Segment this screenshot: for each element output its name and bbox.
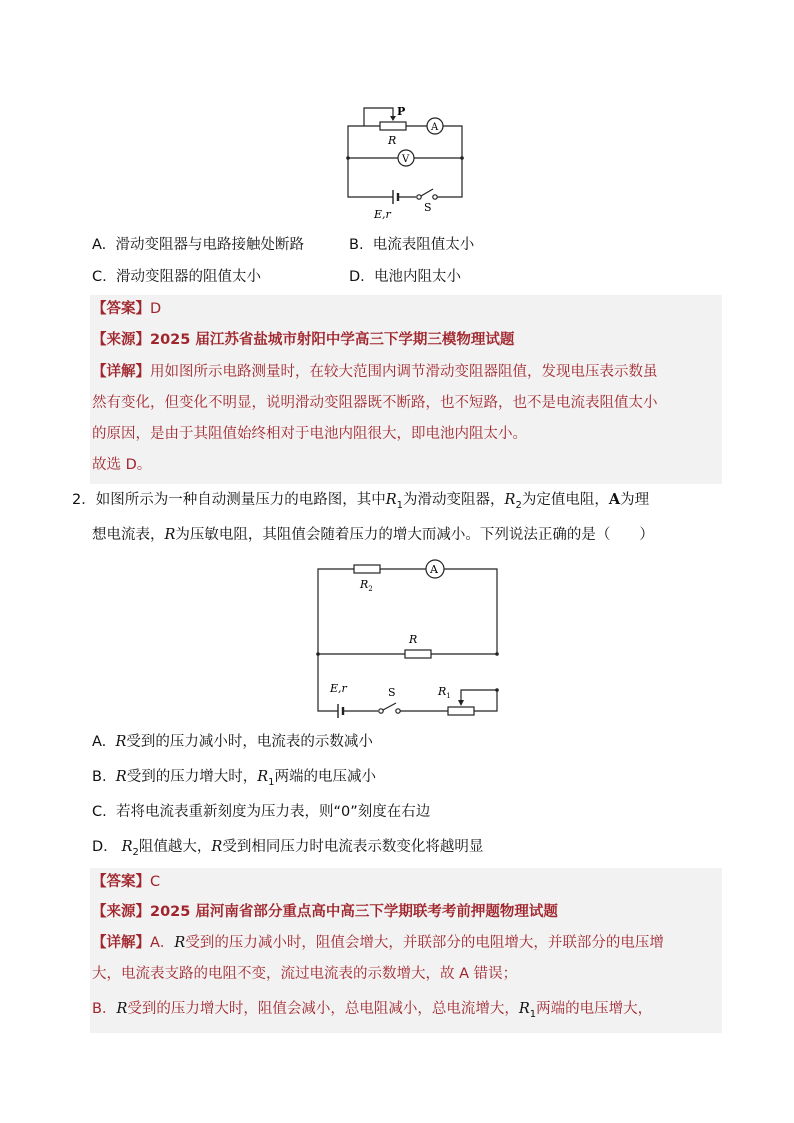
q1-detail-line-1: 【详解】用如图所示电路测量时，在较大范围内调节滑动变阻器阻值，发现电压表示数虽 (92, 364, 658, 380)
ammeter-label-2: A (430, 563, 438, 576)
q1-option-c: C. 滑动变阻器的阻值太小 (92, 269, 261, 285)
q2-stem-line-2: 想电流表，R为压敏电阻，其阻值会随着压力的增大而减小。下列说法正确的是（ ） (92, 527, 654, 543)
q2-detail-line-2: 大，电流表支路的电阻不变，流过电流表的示数增大，故 A 错误； (92, 966, 518, 982)
q2-option-d: D. $R_2$阻值越大，R受到相同压力时电流表示数变化将越明显 (92, 839, 484, 858)
ammeter-label: A (431, 122, 439, 133)
q1-option-b: B. 电流表阻值太小 (349, 237, 475, 253)
voltmeter-label: V (402, 154, 410, 165)
label-r-middle: R (409, 633, 418, 646)
switch-label: S (424, 201, 432, 214)
q1-option-a: A. 滑动变阻器与电路接触处断路 (92, 237, 304, 253)
q1-conclusion: 故选 D。 (92, 457, 152, 473)
circuit-diagram-2 (310, 555, 505, 720)
q1-answer-block (90, 295, 722, 484)
q2-source: 【来源】2025 届河南省部分重点高中高三下学期联考考前押题物理试题 (92, 904, 558, 920)
q1-answer: 【答案】D (92, 301, 162, 317)
q2-option-c: C. 若将电流表重新刻度为压力表，则“0”刻度在右边 (92, 804, 431, 820)
circuit-diagram-1 (340, 100, 470, 225)
q1-detail-line-3: 的原因，是由于其阻值始终相对于电池内阻很大，即电池内阻太小。 (92, 426, 527, 442)
q2-option-b: B. R受到的压力增大时，$R_1$两端的电压减小 (92, 769, 376, 788)
battery-label: E,r (374, 208, 391, 221)
battery-label-2: E,r (330, 682, 347, 695)
label-p: P (397, 105, 406, 118)
q1-option-d: D. 电池内阻太小 (349, 269, 461, 285)
q1-source: 【来源】2025 届江苏省盐城市射阳中学高三下学期三模物理试题 (92, 332, 515, 348)
q1-detail-line-2: 然有变化，但变化不明显，说明滑动变阻器既不断路，也不短路，也不是电流表阻值太小 (92, 395, 658, 411)
q2-detail-line-3: B．R受到的压力增大时，阻值会减小，总电阻减小，总电流增大，$R_1$两端的电压增大， (92, 1001, 653, 1020)
q2-answer: 【答案】C (92, 874, 161, 890)
q2-detail-line-1: 【详解】A．R受到的压力减小时，阻值会增大，并联部分的电阻增大，并联部分的电压增 (92, 935, 664, 951)
label-r1: $R_1$ (438, 685, 451, 700)
q2-stem-line-1: 2．如图所示为一种自动测量压力的电路图，其中$R_1$为滑动变阻器，$R_2$为定值电阻，A为理 (72, 491, 650, 511)
q2-option-a: A. R受到的压力减小时，电流表的示数减小 (92, 734, 373, 750)
label-r2: $R_2$ (360, 578, 373, 593)
switch-label-2: S (388, 686, 396, 699)
label-r: R (388, 134, 397, 147)
